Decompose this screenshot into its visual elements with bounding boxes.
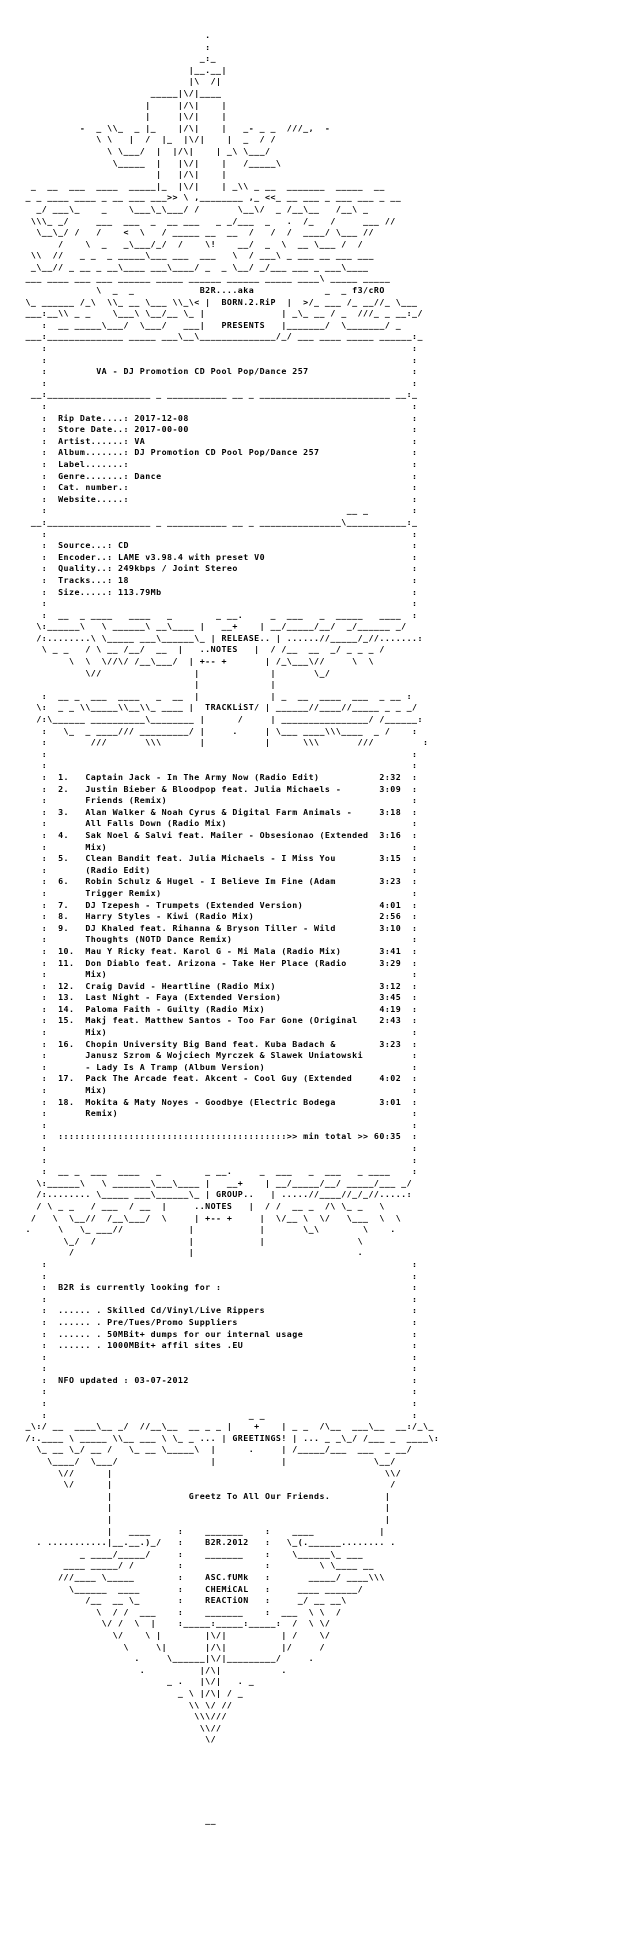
nfo-text [20, 30, 616, 1827]
nfo-line: \ \ \//\/ /__\___/ | +-- + | /_\___\// \ \ [20, 656, 374, 667]
nfo-line: : NFO updated : 03-07-2012 : [20, 1374, 418, 1385]
nfo-line: ///____ \_____ : ASC.fUMk : _____/ ____\\\ [20, 1571, 385, 1582]
nfo-line: |__.__| [20, 64, 227, 75]
nfo-line: : : [20, 1143, 418, 1153]
nfo-line: . [20, 30, 211, 40]
nfo-line: \/ [20, 1734, 217, 1745]
nfo-line: : 11. Don Diablo feat. Arizona - Take Her Place (Radio 3:29 : [20, 957, 418, 968]
nfo-line: - _ \\_ _ |_ |/\| | _- _ _ ///_, - [20, 122, 331, 133]
nfo-line: \_/ / | | \ [20, 1235, 364, 1246]
nfo-line: /__ __ \_ : REACTiON : _/ __ __\ [20, 1595, 347, 1606]
nfo-line: : 2. Justin Bieber & Bloodpop feat. Julia Michaels - 3:09 : [20, 783, 418, 794]
nfo-line: : : [20, 1258, 418, 1269]
nfo-line: : Remix) : [20, 1108, 418, 1119]
nfo-line: : Website.....: : [20, 493, 418, 504]
nfo-line: \/ | / [20, 1479, 396, 1490]
nfo-line: : Quality..: 249kbps / Joint Stereo : [20, 563, 418, 574]
nfo-line: / \ _ _ / ___ / __ | ..NOTES | / / __ _ /\ \_ _ \ [20, 1200, 385, 1211]
nfo-line: \_ ______ /_\ \\_ __ \___ \\_\< | BORN.2.RiP | >/_ ___ /_ __//_ \___ [20, 296, 418, 307]
nfo-line: \ / / ___ : _______ : ___ \ \ / [20, 1606, 342, 1617]
nfo-line: _ _ ____ ____ _ __ ___ ___>> \ ,________ ,_ <<_ __ ___ _ ___ ___ _ __ [20, 192, 402, 203]
nfo-line: : Thoughts (NOTD Dance Remix) : [20, 934, 418, 945]
nfo-line: | ____ : _______ : ____ | [20, 1525, 385, 1536]
nfo-line: : __ _____\___/ \___/ ___| PRESENTS |_______/ \_______/ _ [20, 319, 402, 330]
nfo-line: : : [20, 1398, 418, 1409]
nfo-line: . \ \_ ___// | | \_\ \ . [20, 1224, 396, 1235]
nfo-line: _\:/ __ ____\__ _/ //__\__ __ _ _ | + | _ _ /\__ ___\__ __:/_\_ [20, 1421, 434, 1432]
nfo-line: : VA - DJ Promotion CD Pool Pop/Dance 257 : [20, 366, 418, 377]
nfo-line: : : [20, 377, 418, 388]
nfo-line: : Source...: CD : [20, 540, 418, 551]
nfo-line: \/ / \ | :_____:_____:_____: / \ \/ [20, 1618, 331, 1629]
nfo-line: \:______\ \ _______\___\____ | __+ | __/_____/__/ _____/___ _/ [20, 1177, 413, 1188]
nfo-line: | | [20, 1502, 391, 1513]
nfo-line: : : [20, 528, 418, 539]
nfo-line: : Cat. number.: : [20, 482, 418, 493]
nfo-line: ___:__\\ _ _ \___\ \__/__ \_ | | _\_ __ / _ ///_ _ __:_/ [20, 308, 423, 319]
nfo-line: : 8. Harry Styles - Kiwi (Radio Mix) 2:56 : [20, 911, 418, 922]
nfo-line: : 17. Pack The Arcade feat. Akcent - Cool Guy (Extended 4:02 : [20, 1073, 418, 1084]
nfo-line: : Store Date..: 2017-00-00 : [20, 424, 418, 435]
nfo-line: /:........\ \_____ ___\______\_ | RELEASE.. | ......//_____/_//.......: [20, 632, 423, 643]
nfo-line: : Trigger Remix) : [20, 887, 418, 898]
nfo-line: : 1. Captain Jack - In The Army Now (Radio Edit) 2:32 : [20, 772, 418, 782]
nfo-line: : /// \\\ | | \\\ /// : [20, 737, 429, 748]
nfo-line: : B2R is currently looking for : : [20, 1282, 418, 1293]
nfo-line: \ \ | / |_ |\/| | _ / / [20, 134, 276, 145]
nfo-line: : All Falls Down (Radio Mix) : [20, 818, 418, 829]
nfo-line: : __ _ ____ ____ _ _ __. _ ___ _ _____ ____ : [20, 609, 418, 620]
nfo-line: _:_ [20, 53, 217, 64]
nfo-line: : : [20, 1363, 418, 1374]
nfo-line: : : [20, 760, 418, 771]
nfo-line: _____|\/|____ [20, 87, 222, 98]
nfo-line: : : [20, 1386, 418, 1397]
nfo-line: \\\_ _/ ___ ___ _ __ ___ _ _/___ _ . /_ / ___ // [20, 215, 396, 226]
nfo-line: . \______|\/|_________/ . [20, 1653, 315, 1664]
nfo-line: \ \| |/\| |/ / [20, 1641, 325, 1652]
nfo-line: /:........ \_____ ___\______\_ | GROUP.. | .....//____//_/_//.....: [20, 1189, 413, 1200]
nfo-line: : ...... . Skilled Cd/Vinyl/Live Rippers : [20, 1305, 418, 1316]
nfo-line: : : [20, 1351, 418, 1362]
nfo-line: _\__// _ __ _ __\____ ___\____/ _ _ \__/ _/___ ___ _ ___\____ [20, 261, 369, 272]
nfo-line: : Mix) : [20, 1085, 418, 1096]
nfo-line: |\ /| [20, 76, 222, 87]
nfo-line: : ...... . Pre/Tues/Promo Suppliers : [20, 1316, 418, 1327]
nfo-line: _ __ ___ ____ _____|_ |\/| | _\\ _ __ _______ _____ __ [20, 180, 385, 191]
nfo-line: / \ \__// /__\___/ \ | +-- + | \/__ \ \/ \___ \ \ [20, 1212, 402, 1223]
nfo-line: : 18. Mokita & Maty Noyes - Goodbye (Electric Bodega 3:01 : [20, 1096, 418, 1107]
nfo-line: : Tracks...: 18 : [20, 574, 418, 585]
nfo-line: /:.____ \ _____ \\__ ___ \ \_ _ ... | GREETINGS! | ... _ _\_/ /___ _ ____\: [20, 1432, 440, 1443]
nfo-line: : : [20, 1270, 418, 1281]
nfo-line: : : [20, 598, 418, 609]
nfo-line: \// | \\/ [20, 1467, 402, 1478]
nfo-line: : Label.......: : [20, 458, 418, 469]
nfo-line: _/ ___\_ _ \___\_\___/ / \__\/ _ /__\__ /__\ _ [20, 203, 369, 214]
nfo-line: \\ // _ _ _ _____\___ ___ ___ \ / ___\ _ ___ __ ___ ___ [20, 250, 374, 261]
nfo-line: : 6. Robin Schulz & Hugel - I Believe Im Fine (Adam 3:23 : [20, 876, 418, 887]
nfo-line: : Janusz Szrom & Wojciech Myrczek & Slawek Uniatowski : [20, 1050, 418, 1061]
nfo-line: \\ \/ // [20, 1699, 233, 1710]
nfo-line: \: _ _ \\_____\\__\\_ ____ | TRACKLiST/ | ______//____//_____ _ _ _/ [20, 702, 418, 713]
nfo-line: : Genre.......: Dance : [20, 470, 418, 481]
nfo-line: _ ____/_____/ : _______ : \______\_ ___ [20, 1548, 364, 1559]
nfo-line: \// | | \_/ [20, 667, 331, 678]
nfo-line: : Album.......: DJ Promotion CD Pool Pop/Dance 257 : [20, 447, 418, 458]
nfo-line: : Rip Date....: 2017-12-08 : [20, 412, 418, 423]
nfo-line: : Size.....: 113.79Mb : [20, 586, 418, 597]
nfo-line: | |\/| | [20, 111, 227, 122]
nfo-line: \\\/// [20, 1711, 227, 1722]
nfo-line: \__\_/ / / < \ / _____ __ __ / / / ____/ \___ // [20, 227, 374, 238]
nfo-line: | |/\| | [20, 99, 227, 110]
nfo-line: : Mix) : [20, 1027, 418, 1038]
nfo-line: \\// [20, 1722, 222, 1733]
nfo-line: : 13. Last Night - Faya (Extended Version) 3:45 : [20, 992, 418, 1003]
nfo-line: : 3. Alan Walker & Noah Cyrus & Digital Farm Animals - 3:18 : [20, 806, 418, 817]
nfo-line: : \_ _ ____/// _________/ | . | \___ ____\\\____ _ / : [20, 725, 418, 736]
nfo-line: : __ _ : [20, 505, 418, 516]
nfo-line: : : [20, 354, 418, 365]
nfo-line: \/ \ | |\/| | / \/ [20, 1629, 331, 1640]
nfo-line: : ::::::::::::::::::::::::::::::::::::::::::>> min total >> 60:35 : [20, 1131, 418, 1142]
nfo-line: | Greetz To All Our Friends. | [20, 1490, 391, 1501]
nfo-line: : - Lady Is A Tramp (Album Version) : [20, 1061, 418, 1072]
nfo-line: _ \ |/\| / _ [20, 1687, 244, 1698]
nfo-line: : Friends (Remix) : [20, 795, 418, 806]
nfo-line: \ _ _ B2R....aka _ _ f3/cRO [20, 285, 385, 296]
nfo-line: : : [20, 1154, 418, 1165]
nfo-line: | | [20, 1514, 391, 1524]
nfo-line: : 12. Craig David - Heartline (Radio Mix) 3:12 : [20, 980, 418, 991]
nfo-line: : : [20, 748, 418, 759]
nfo-line: : : [20, 343, 418, 354]
nfo-line: \_ __ \_/ __ / \_ __ \_____\ | . | /_____/___ ___ _ __/ [20, 1444, 413, 1455]
nfo-line: \____/ \___/ | | \__/ [20, 1456, 396, 1467]
nfo-line: \:______\ \ ______\ __\____ | __+ | __/_____/__/ _/______ _/ [20, 621, 407, 632]
nfo-line: : __ _ ___ ____ _ __ | | _ __ ____ ___ _ __ : [20, 690, 413, 701]
nfo-line: : _ _ : [20, 1409, 418, 1420]
nfo-line: : 5. Clean Bandit feat. Julia Michaels - I Miss You 3:15 : [20, 853, 418, 864]
nfo-line: /:\______ __________\________ | / | ________________/ /______: [20, 714, 423, 725]
nfo-line: : 4. Sak Noel & Salvi feat. Mailer - Obsesionao (Extended 3:16 : [20, 829, 418, 840]
nfo-line: | | [20, 679, 276, 690]
nfo-line: ___ ____ ___ ___ ______ _____ ______ ______ _____ ____\ _____ _____ [20, 273, 391, 284]
nfo-line: / | . [20, 1247, 364, 1258]
nfo-line: : Encoder..: LAME v3.98.4 with preset V0 : [20, 551, 418, 562]
nfo-line: \ _ _ / \ __ /__/ __ | ..NOTES | / /__ __ _/ _ _ _ / [20, 644, 385, 655]
nfo-line: : : [20, 1293, 418, 1304]
nfo-line: : 7. DJ Tzepesh - Trumpets (Extended Version) 4:01 : [20, 899, 418, 910]
nfo-line: : __ _ ___ ____ _ _ __. _ ___ _ ___ _ ____ : [20, 1166, 418, 1177]
nfo-line: : [20, 41, 211, 52]
nfo-line: : 9. DJ Khaled feat. Rihanna & Bryson Tiller - Wild 3:10 : [20, 922, 418, 933]
nfo-line: : ...... . 1000MBit+ affil sites .EU : [20, 1340, 418, 1351]
nfo-line: \______ ____ : CHEMiCAL : ____ ______/ [20, 1583, 364, 1594]
nfo-line: . |/\| . [20, 1664, 287, 1675]
nfo-line: \ \___/ | |/\| | _\ \___/ [20, 145, 271, 156]
nfo-line: | |/\| | [20, 169, 227, 180]
nfo-line: \_____ | |\/| | /_____\ [20, 157, 282, 168]
nfo-line: : 15. Makj feat. Matthew Santos - Too Far Gone (Original 2:43 : [20, 1015, 418, 1026]
nfo-line: : : [20, 1119, 418, 1130]
nfo-line: . ...........|__.__.)_/ : B2R.2012 : \_(.______........ . [20, 1537, 396, 1548]
nfo-line: : : [20, 401, 418, 411]
nfo-line: : 16. Chopin University Big Band feat. Kuba Badach & 3:23 : [20, 1038, 418, 1049]
nfo-line: ____ _____/ / : : \ \____ __ [20, 1560, 374, 1571]
nfo-line: : ...... . 50MBit+ dumps for our internal usage : [20, 1328, 418, 1339]
nfo-line: __ [20, 1815, 217, 1826]
nfo-line: : 10. Mau Y Ricky feat. Karol G - Mi Mala (Radio Mix) 3:41 : [20, 945, 418, 956]
nfo-line: : Artist......: VA : [20, 435, 418, 446]
nfo-line: ___:______________ _____ ___\__\______________/_/ ___ ____ _____ ______:_ [20, 331, 423, 342]
nfo-line: __:___________________ _ ___________ __ _ _______________\___________:_ [20, 516, 418, 527]
nfo-line: : 14. Paloma Faith - Guilty (Radio Mix) 4:19 : [20, 1003, 418, 1014]
nfo-line: : Mix) : [20, 841, 418, 852]
nfo-line: _ . |\/| . _ [20, 1676, 255, 1687]
nfo-line: / \ _ _\___/_/ / \! __/ _ \ __ \___ / / [20, 238, 364, 249]
nfo-line: : (Radio Edit) : [20, 864, 418, 875]
nfo-line: : Mix) : [20, 969, 418, 980]
nfo-line: __:___________________ _ ___________ __ _ ________________________ __:_ [20, 389, 418, 400]
